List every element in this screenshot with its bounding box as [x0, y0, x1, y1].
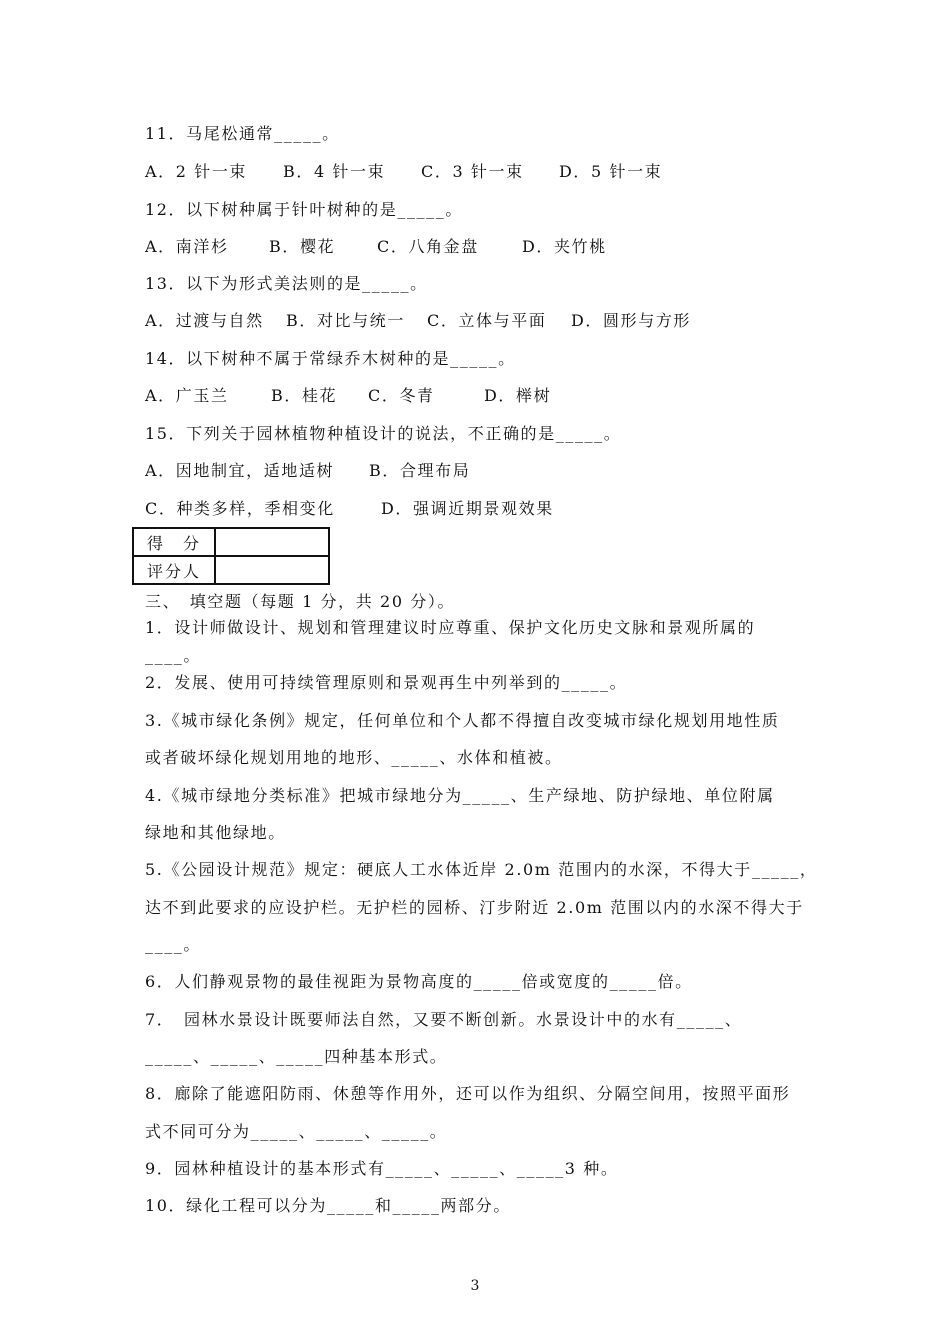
option: B．对比与统一 [286, 311, 405, 330]
question-15-options-row2 [145, 499, 810, 519]
fill-line: 或者破坏绿化规划用地的地形、_____、水体和植被。 [145, 748, 563, 767]
page-number: 3 [470, 1278, 480, 1294]
fill-line: 1．设计师做设计、规划和管理建议时应尊重、保护文化历史文脉和景观所属的 [145, 618, 756, 637]
option: D．圆形与方形 [571, 311, 692, 330]
grader-label: 评分人 [133, 556, 215, 584]
option: B．樱花 [269, 237, 336, 256]
question-15-stem: 15．下列关于园林植物种植设计的说法，不正确的是_____。 [145, 424, 622, 443]
fill-line: 4.《城市绿地分类标准》把城市绿地分为_____、生产绿地、防护绿地、单位附属 [145, 786, 775, 805]
grader-cell[interactable] [215, 556, 329, 584]
fill-line: 达不到此要求的应设护栏。无护栏的园桥、汀步附近 2.0m 范围以内的水深不得大于 [145, 898, 804, 917]
option: A．2 针一束 [145, 162, 248, 181]
fill-line: 8．廊除了能遮阳防雨、休憩等作用外，还可以作为组织、分隔空间用，按照平面形 [145, 1084, 791, 1103]
fill-line: 10．绿化工程可以分为_____和_____两部分。 [145, 1196, 511, 1215]
fill-line: 7． 园林水景设计既要师法自然，又要不断创新。水景设计中的水有_____、 [145, 1010, 743, 1029]
question-13-stem: 13．以下为形式美法则的是_____。 [145, 274, 428, 293]
question-11-options [145, 162, 810, 182]
fill-line: 式不同可分为_____、_____、_____。 [145, 1122, 448, 1141]
option: C．八角金盘 [377, 237, 479, 256]
score-table [132, 527, 330, 585]
option: C．冬青 [368, 386, 435, 405]
fill-line: 2．发展、使用可持续管理原则和景观再生中列举到的_____。 [145, 673, 628, 692]
option: A．过渡与自然 [145, 311, 264, 330]
option: B．4 针一束 [283, 162, 386, 181]
option: A．广玉兰 [145, 386, 229, 405]
option: D．强调近期景观效果 [381, 499, 554, 518]
score-label: 得 分 [133, 528, 215, 556]
option: D．夹竹桃 [522, 237, 607, 256]
option: A．南洋杉 [145, 237, 229, 256]
option: B．桂花 [271, 386, 338, 405]
section-3-heading: 三、 填空题（每题 1 分，共 20 分）。 [145, 592, 456, 611]
option: D．5 针一束 [559, 162, 663, 181]
fill-line: 绿地和其他绿地。 [145, 823, 286, 842]
question-13-options [145, 311, 810, 331]
question-12-stem: 12．以下树种属于针叶树种的是_____。 [145, 200, 463, 219]
option: C．3 针一束 [421, 162, 524, 181]
question-15-options-row1 [145, 461, 810, 481]
fill-line: _____、_____、_____四种基本形式。 [145, 1047, 448, 1066]
option: B．合理布局 [369, 461, 471, 480]
option: C．立体与平面 [427, 311, 547, 330]
fill-line: 9．园林种植设计的基本形式有_____、_____、_____3 种。 [145, 1159, 619, 1178]
score-cell[interactable] [215, 528, 329, 556]
question-11-stem: 11．马尾松通常_____。 [145, 124, 340, 143]
fill-line: ____。 [145, 646, 201, 665]
fill-line: 5.《公园设计规范》规定：硬底人工水体近岸 2.0m 范围内的水深，不得大于_____， [145, 860, 818, 879]
option: A．因地制宜，适地适树 [145, 461, 335, 480]
question-12-options [145, 237, 810, 257]
option: C．种类多样，季相变化 [145, 499, 335, 518]
fill-line: 3.《城市绿化条例》规定，任何单位和个人都不得擅自改变城市绿化规划用地性质 [145, 711, 780, 730]
fill-line: 6．人们静观景物的最佳视距为景物高度的_____倍或宽度的_____倍。 [145, 972, 693, 991]
option: D．榉树 [484, 386, 552, 405]
fill-line: ____。 [145, 935, 201, 954]
question-14-options [145, 386, 810, 406]
question-14-stem: 14．以下树种不属于常绿乔木树种的是_____。 [145, 349, 516, 368]
